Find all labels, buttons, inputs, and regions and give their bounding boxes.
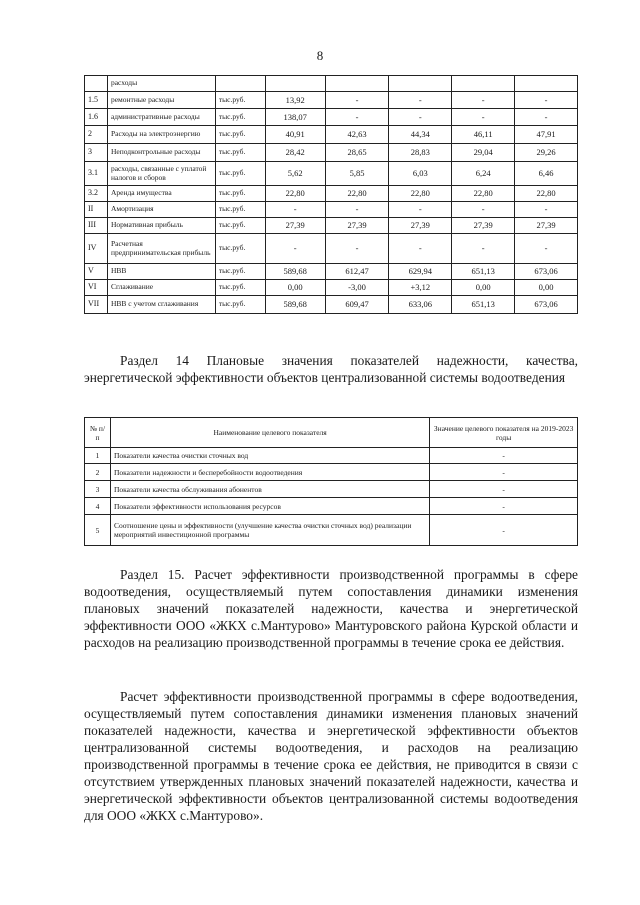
indicators-header-no: № п/п (85, 418, 111, 448)
cost-row-value: 0,00 (265, 280, 325, 296)
indicator-value: - (430, 481, 578, 498)
cost-row (85, 264, 578, 280)
indicator-row (85, 515, 578, 546)
cost-row-value: 138,07 (265, 109, 325, 126)
indicator-no: 5 (85, 515, 111, 546)
cost-row-name: Амортизация (107, 202, 215, 218)
cost-row-name: Неподконтрольные расходы (107, 144, 215, 162)
cost-row-unit: тыс.руб. (215, 186, 265, 202)
cost-row-value: 47,91 (515, 126, 578, 144)
cost-row-value: 22,80 (389, 186, 452, 202)
cost-row-no: 1.6 (85, 109, 108, 126)
cost-row-name: Сглаживание (107, 280, 215, 296)
cost-row-value (265, 76, 325, 92)
cost-row-value: 629,94 (389, 264, 452, 280)
cost-row (85, 144, 578, 162)
cost-row (85, 296, 578, 314)
cost-row-unit: тыс.руб. (215, 92, 265, 109)
cost-row-no: III (85, 218, 108, 234)
cost-row-value: 6,46 (515, 162, 578, 186)
cost-row-value: 27,39 (265, 218, 325, 234)
cost-row-value: - (452, 234, 515, 264)
cost-row-no: 3.1 (85, 162, 108, 186)
cost-row-value: - (515, 92, 578, 109)
cost-row-no: II (85, 202, 108, 218)
cost-row-unit: тыс.руб. (215, 296, 265, 314)
cost-row-value: 5,62 (265, 162, 325, 186)
cost-row-value: - (389, 109, 452, 126)
cost-row-value: 40,91 (265, 126, 325, 144)
cost-row-value: - (389, 234, 452, 264)
cost-row-value: 27,39 (452, 218, 515, 234)
cost-row-unit: тыс.руб. (215, 126, 265, 144)
indicator-name: Показатели качества обслуживания абонентов (110, 481, 429, 498)
cost-row (85, 234, 578, 264)
cost-row-unit: тыс.руб. (215, 109, 265, 126)
cost-row-value: 0,00 (452, 280, 515, 296)
cost-row-value: - (265, 234, 325, 264)
cost-row (85, 280, 578, 296)
indicator-name: Показатели качества очистки сточных вод (110, 448, 429, 464)
cost-row-value: 28,42 (265, 144, 325, 162)
cost-row-no: IV (85, 234, 108, 264)
cost-row-name: Расчетная предпринимательская прибыль (107, 234, 215, 264)
cost-row-no: VI (85, 280, 108, 296)
cost-row-value: 22,80 (452, 186, 515, 202)
cost-row-value: 651,13 (452, 264, 515, 280)
indicator-value: - (430, 448, 578, 464)
cost-row-unit: тыс.руб. (215, 280, 265, 296)
cost-row-value: - (452, 92, 515, 109)
cost-row-value: 5,85 (325, 162, 389, 186)
cost-row (85, 76, 578, 92)
cost-row-value: 28,83 (389, 144, 452, 162)
cost-row-value (452, 76, 515, 92)
cost-row-value: 13,92 (265, 92, 325, 109)
section-15-body: Расчет эффективности производственной программы в сфере водоотведения, осуществляемый путем сопоставления динамики изменения плановых значений показателей надежности, качества и энергетической эффективности объектов централизованной системы водоотведения, и расходов на реализацию производственной программы в течение срока ее действия, не приводится в связи с отсутствием утвержденных плановых значений показателей надежности, качества и энергетической эффективности объектов централизованной системы водоотведения для ООО «ЖКХ с.Мантурово». (84, 689, 578, 823)
indicator-row (85, 498, 578, 515)
cost-row-value: - (325, 92, 389, 109)
cost-row-value: 651,13 (452, 296, 515, 314)
cost-row-value: - (452, 202, 515, 218)
cost-row-value: 673,06 (515, 264, 578, 280)
cost-row-value (325, 76, 389, 92)
cost-row-value: 589,68 (265, 296, 325, 314)
cost-row (85, 186, 578, 202)
indicator-row (85, 481, 578, 498)
indicators-header-name: Наименование целевого показателя (110, 418, 429, 448)
cost-row-value: 27,39 (515, 218, 578, 234)
indicator-no: 3 (85, 481, 111, 498)
cost-row-no: VII (85, 296, 108, 314)
cost-row-no (85, 76, 108, 92)
cost-row-unit: тыс.руб. (215, 234, 265, 264)
cost-row (85, 162, 578, 186)
cost-row-unit: тыс.руб. (215, 144, 265, 162)
cost-row-value: 29,04 (452, 144, 515, 162)
page-number: 8 (316, 48, 324, 63)
cost-row-value: 22,80 (515, 186, 578, 202)
cost-row-value: 22,80 (265, 186, 325, 202)
cost-row (85, 92, 578, 109)
cost-row-value: 6,24 (452, 162, 515, 186)
cost-row-value: - (325, 202, 389, 218)
cost-row-value: - (325, 109, 389, 126)
cost-row-value: 6,03 (389, 162, 452, 186)
cost-row-value: 28,65 (325, 144, 389, 162)
cost-row-no: 3 (85, 144, 108, 162)
cost-row-value: - (515, 109, 578, 126)
cost-row-value: 589,68 (265, 264, 325, 280)
indicator-row (85, 464, 578, 481)
cost-row-unit (215, 76, 265, 92)
cost-row-value (515, 76, 578, 92)
cost-row-value: 42,63 (325, 126, 389, 144)
cost-row-value: - (389, 92, 452, 109)
indicator-value: - (430, 464, 578, 481)
cost-table (84, 75, 578, 314)
cost-row (85, 126, 578, 144)
cost-row-value (389, 76, 452, 92)
cost-row-unit: тыс.руб. (215, 162, 265, 186)
cost-row-value: 612,47 (325, 264, 389, 280)
cost-row-value: 44,34 (389, 126, 452, 144)
cost-row-no: 2 (85, 126, 108, 144)
cost-row-value: 22,80 (325, 186, 389, 202)
indicator-name: Соотношение цены и эффективности (улучшение качества очистки сточных вод) реализации мероприятий инвестиционной программы (110, 515, 429, 546)
indicator-value: - (430, 515, 578, 546)
cost-row-value: - (325, 234, 389, 264)
cost-row-name: НВВ с учетом сглаживания (107, 296, 215, 314)
cost-row-name: Аренда имущества (107, 186, 215, 202)
cost-row-unit: тыс.руб. (215, 264, 265, 280)
cost-row-name: административные расходы (107, 109, 215, 126)
cost-row-value: 609,47 (325, 296, 389, 314)
indicators-table (84, 417, 578, 546)
cost-row (85, 218, 578, 234)
cost-row-value: 46,11 (452, 126, 515, 144)
cost-row-value: +3,12 (389, 280, 452, 296)
cost-row (85, 109, 578, 126)
cost-row-value: 27,39 (325, 218, 389, 234)
indicator-no: 1 (85, 448, 111, 464)
cost-row-no: 3.2 (85, 186, 108, 202)
cost-row-value: - (515, 202, 578, 218)
cost-row-name: Нормативная прибыль (107, 218, 215, 234)
indicator-name: Показатели эффективности использования ресурсов (110, 498, 429, 515)
indicator-no: 4 (85, 498, 111, 515)
cost-row-value: 673,06 (515, 296, 578, 314)
cost-row-value: -3,00 (325, 280, 389, 296)
cost-row-unit: тыс.руб. (215, 218, 265, 234)
indicator-row (85, 448, 578, 464)
cost-row-value: 27,39 (389, 218, 452, 234)
cost-row-value: - (265, 202, 325, 218)
section-14-heading: Раздел 14 Плановые значения показателей надежности, качества, энергетической эффективности объектов централизованной системы водоотведения (84, 353, 578, 385)
cost-row-name: Расходы на электроэнергию (107, 126, 215, 144)
indicator-value: - (430, 498, 578, 515)
cost-row (85, 202, 578, 218)
cost-row-no: 1.5 (85, 92, 108, 109)
cost-row-value: 633,06 (389, 296, 452, 314)
cost-row-value: - (452, 109, 515, 126)
indicator-no: 2 (85, 464, 111, 481)
section-15-heading: Раздел 15. Расчет эффективности производственной программы в сфере водоотведения, осуществляемый путем сопоставления динамики изменения плановых значений показателей надежности, качества и энергетической эффективности ООО «ЖКХ с.Мантурово» Мантуровского района Курской области и расходов на реализацию производственной программы в течение срока ее действия. (84, 567, 578, 650)
cost-row-name: НВВ (107, 264, 215, 280)
indicators-header-value: Значение целевого показателя на 2019-2023 годы (430, 418, 578, 448)
cost-row-no: V (85, 264, 108, 280)
cost-row-unit: тыс.руб. (215, 202, 265, 218)
cost-row-value: 29,26 (515, 144, 578, 162)
cost-row-name: расходы, связанные с уплатой налогов и сборов (107, 162, 215, 186)
cost-row-name: расходы (107, 76, 215, 92)
cost-row-value: 0,00 (515, 280, 578, 296)
cost-row-value: - (389, 202, 452, 218)
cost-row-value: - (515, 234, 578, 264)
indicator-name: Показатели надежности и бесперебойности водоотведения (110, 464, 429, 481)
cost-row-name: ремонтные расходы (107, 92, 215, 109)
